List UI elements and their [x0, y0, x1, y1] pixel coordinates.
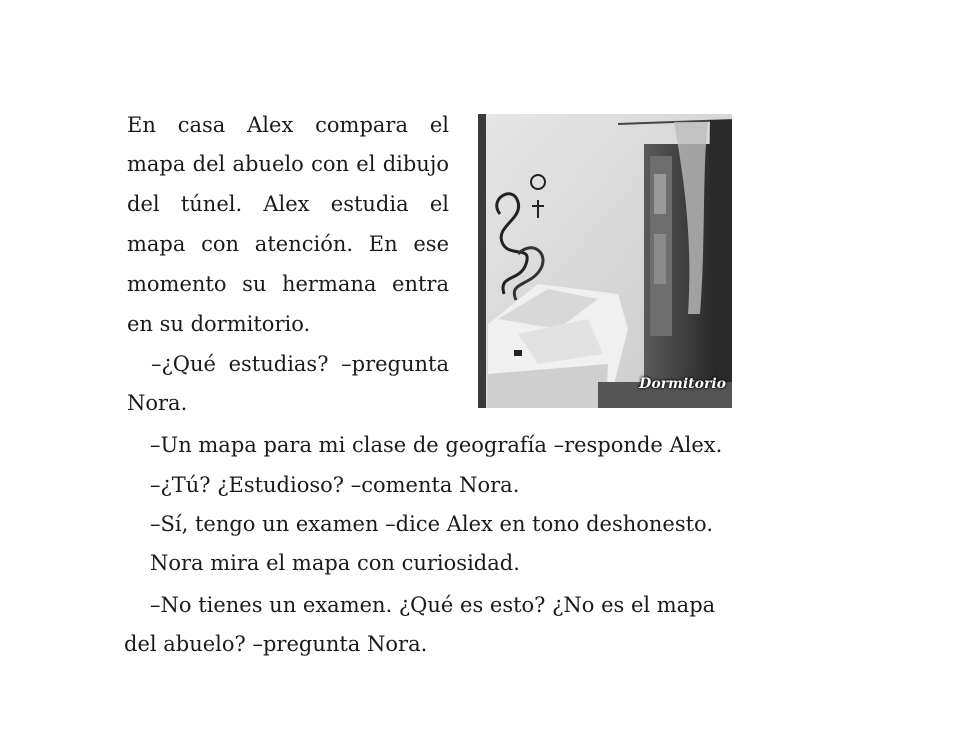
text-line-4: mapa con atención. En ese [127, 232, 449, 256]
text-line-1: En casa Alex compara el [127, 113, 449, 137]
text-line-7: –¿Qué estudias? –pregunta [151, 352, 449, 376]
text-line-13: –No tienes un examen. ¿Qué es esto? ¿No es el mapa [150, 593, 716, 617]
bedroom-photo-icon [478, 114, 732, 408]
text-line-5: momento su hermana entra [127, 272, 449, 296]
text-line-12: Nora mira el mapa con curiosidad. [150, 551, 520, 575]
text-line-9: –Un mapa para mi clase de geografía –responde Alex. [150, 433, 723, 457]
text-line-10: –¿Tú? ¿Estudioso? –comenta Nora. [150, 473, 520, 497]
text-line-3: del túnel. Alex estudia el [127, 192, 449, 216]
text-line-8: Nora. [127, 391, 188, 415]
figure-label: Dormitorio [639, 376, 726, 392]
text-line-6: en su dormitorio. [127, 312, 311, 336]
text-line-2: mapa del abuelo con el dibujo [127, 152, 449, 176]
text-line-14: del abuelo? –pregunta Nora. [124, 632, 428, 656]
text-line-11: –Sí, tengo un examen –dice Alex en tono deshonesto. [150, 512, 714, 536]
